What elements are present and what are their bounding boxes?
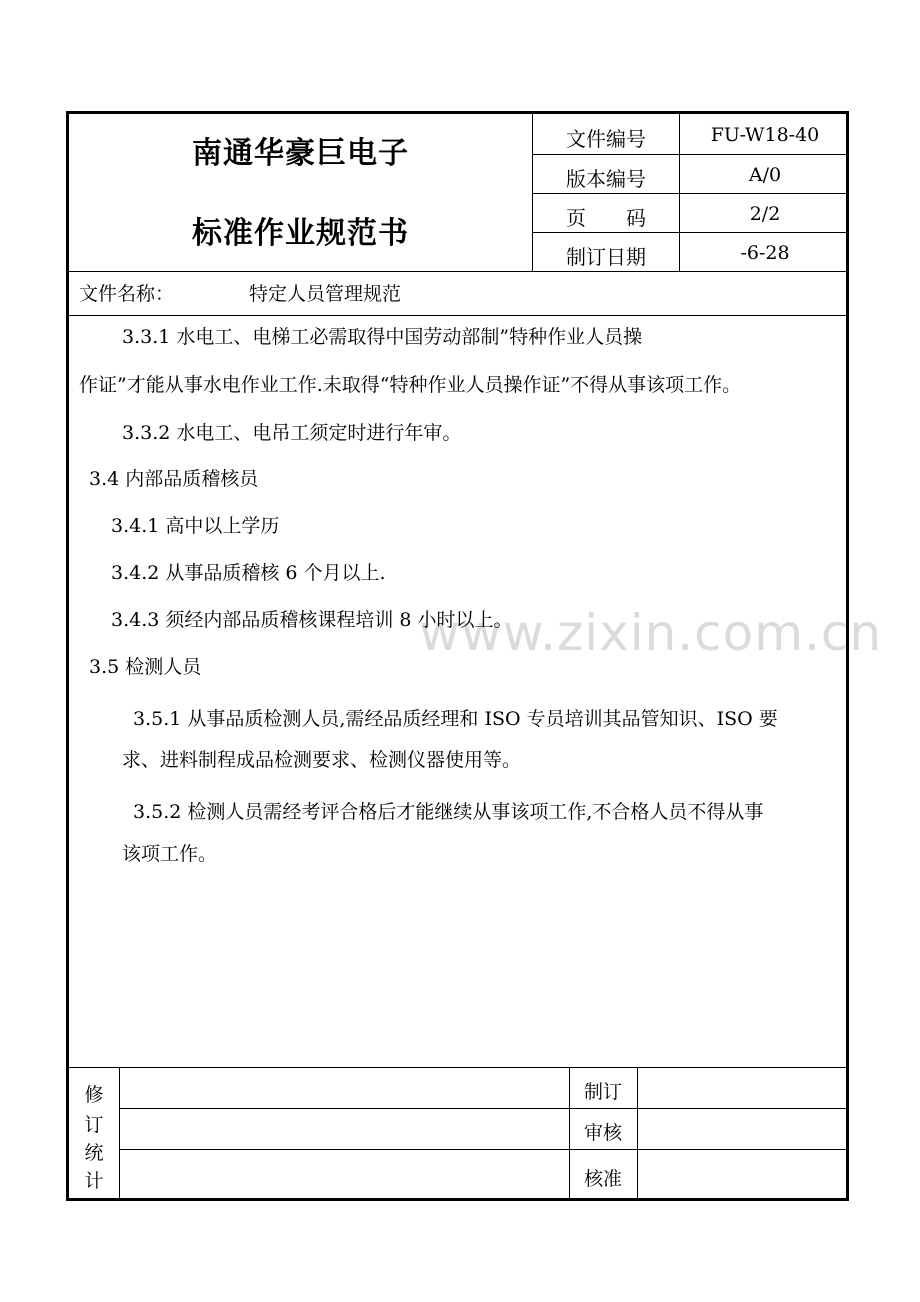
page-label: 页 码 [566, 206, 646, 230]
date-value: -6-28 [740, 242, 790, 264]
file-name-bottom-line [69, 315, 849, 316]
footer-top-line [69, 1067, 849, 1068]
file-name-label: 文件名称： [79, 283, 175, 305]
para-3-5-2-cont: 该项工作。 [122, 843, 218, 865]
company-name: 南通华豪巨电子 [192, 136, 409, 171]
document-title: 标准作业规范书 [192, 216, 409, 251]
section-3-5: 3.5 检测人员 [89, 656, 202, 678]
footer-row-line [119, 1108, 849, 1109]
footer-divider [637, 1067, 638, 1201]
file-name-value: 特定人员管理规范 [249, 283, 402, 305]
signoff-approved-label: 核准 [583, 1168, 622, 1190]
version-label: 版本编号 [566, 167, 646, 191]
section-3-4: 3.4 内部品质稽核员 [89, 468, 259, 490]
para-3-5-2: 3.5.2 检测人员需经考评合格后才能继续从事该项工作,不合格人员不得从事 [133, 801, 764, 823]
para-3-3-1-cont: 作证”才能从事水电作业工作.未取得“特种作业人员操作证”不得从事该项工作。 [79, 374, 742, 396]
meta-row-line [532, 154, 849, 155]
date-label: 制订日期 [566, 245, 646, 269]
revision-label-char: 统 [84, 1142, 104, 1164]
para-3-5-1: 3.5.1 从事品质检测人员,需经品质经理和 ISO 专员培训其品管知识、ISO 要 [133, 708, 778, 730]
page-value: 2/2 [749, 203, 781, 225]
para-3-3-1: 3.3.1 水电工、电梯工必需取得中国劳动部制”特种作业人员操 [122, 326, 643, 348]
meta-row-line [532, 232, 849, 233]
para-3-4-2: 3.4.2 从事品质稽核 6 个月以上. [111, 562, 386, 584]
para-3-5-1-cont: 求、进料制程成品检测要求、检测仪器使用等。 [122, 749, 522, 771]
revision-label-char: 订 [84, 1114, 104, 1136]
footer-divider [119, 1067, 120, 1201]
signoff-reviewed-label: 审核 [583, 1122, 622, 1144]
revision-label-char: 修 [84, 1084, 104, 1106]
watermark: www.zixin.com.cn [419, 604, 883, 662]
header-bottom-line [69, 271, 849, 272]
meta-row-line [532, 193, 849, 194]
signoff-prepared-label: 制订 [583, 1081, 622, 1103]
revision-label-char: 计 [84, 1170, 104, 1192]
footer-row-line [119, 1149, 849, 1150]
document-frame [66, 111, 883, 1201]
doc-number-value: FU-W18-40 [710, 124, 820, 146]
para-3-3-2: 3.3.2 水电工、电吊工须定时进行年审。 [122, 422, 462, 444]
version-value: A/0 [748, 164, 782, 186]
para-3-4-1: 3.4.1 高中以上学历 [111, 515, 280, 537]
doc-number-label: 文件编号 [566, 127, 646, 151]
para-3-4-3: 3.4.3 须经内部品质稽核课程培训 8 小时以上。 [111, 609, 513, 631]
